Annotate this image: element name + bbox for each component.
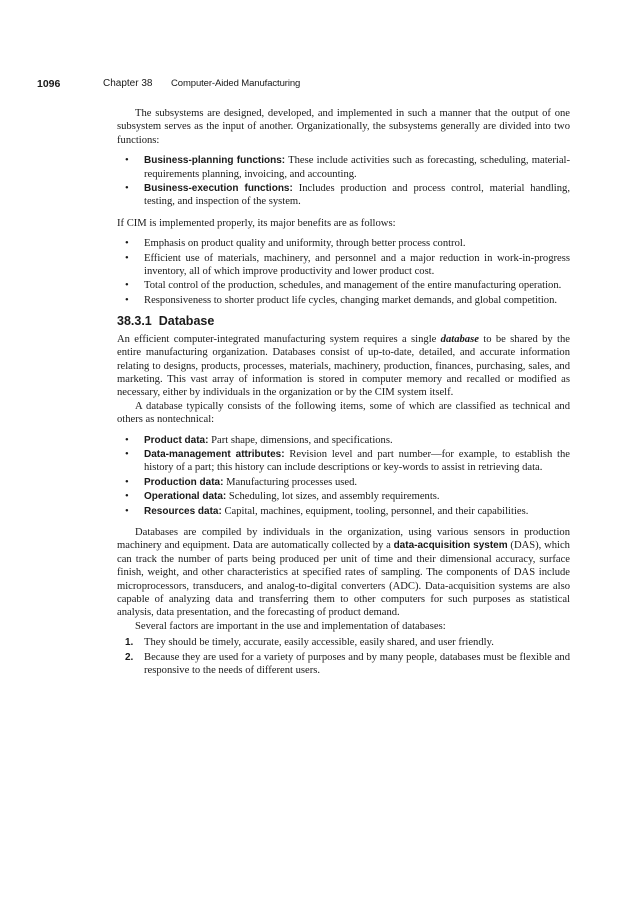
list-text: These include activities such as forecasting, scheduling, material-requirements planning, invoicing, and accounting. bbox=[144, 155, 571, 180]
list-term: Operational data: bbox=[144, 491, 227, 503]
list-term: Resources data: bbox=[144, 505, 222, 517]
section-heading bbox=[117, 315, 570, 328]
text-run: (DAS), which can track the number of parts being produced per unit of time and their dimensional accuracy, surface finish, weight, and other characteristics at specified rates of sampling. The components of DAS include microprocessors, transducers, and analog-to-digital converters (ADC). Data-acquisition systems are also capable of analyzing data and transferring them to other computers for such purposes as statistical analysis, data presentation, and the forecasting of product demand. bbox=[117, 540, 570, 619]
list-item bbox=[125, 476, 570, 489]
paragraph-subsystems: The subsystems are designed, developed, and implemented in such a manner that the output of one subsystem serves as the input of another. Organizationally, the subsystems generally are divided into two functions: bbox=[117, 108, 570, 146]
paragraph-benefits-intro: If CIM is implemented properly, its major benefits are as follows: bbox=[117, 217, 396, 229]
bullet-icon: • bbox=[125, 505, 129, 517]
bullet-icon: • bbox=[125, 448, 129, 460]
emphasized-term: database bbox=[440, 333, 479, 345]
list-text: Because they are used for a variety of purposes and by many people, databases must be flexible and responsive to the needs of different users. bbox=[144, 651, 570, 677]
list-item bbox=[125, 434, 570, 447]
list-text: Manufacturing processes used. bbox=[223, 476, 358, 488]
text-run: to be shared by the entire manufacturing organization. Databases consist of up-to-date, detailed, and accurate information relating to designs, products, processes, materials, machinery, production, finances, purchasing, sales, and marketing. This vast array of information is stored in computer memory and recalled or modified as necessary, either by individuals in the organization or by the CIM system itself. bbox=[117, 333, 570, 399]
list-text: They should be timely, accurate, easily accessible, easily shared, and user friendly. bbox=[144, 637, 494, 649]
list-item bbox=[125, 279, 570, 292]
list-text: Revision level and part number—for example, to establish the history of a part; this history can include descriptions or key-words to assist in retrieving data. bbox=[144, 448, 571, 474]
list-text: Includes production and process control, material handling, testing, and inspection of the system. bbox=[144, 183, 570, 208]
list-term: Business-planning functions: bbox=[144, 155, 286, 167]
list-text: Scheduling, lot sizes, and assembly requirements. bbox=[226, 491, 440, 503]
list-item bbox=[125, 294, 570, 307]
paragraph-factors-intro: Several factors are important in the use and implementation of databases: bbox=[135, 620, 446, 632]
text-run: An efficient computer-integrated manufacturing system requires a single bbox=[117, 333, 441, 345]
bullet-icon: • bbox=[125, 238, 129, 250]
list-number: 1. bbox=[125, 637, 134, 649]
bullet-icon: • bbox=[125, 280, 129, 292]
running-header bbox=[37, 78, 596, 92]
list-term: Business-execution functions: bbox=[144, 183, 293, 195]
list-term: Product data: bbox=[144, 434, 209, 446]
bullet-icon: • bbox=[125, 294, 129, 306]
list-item bbox=[125, 252, 570, 279]
emphasized-term: data-acquisition system bbox=[393, 540, 508, 552]
page-number: 1096 bbox=[37, 78, 61, 90]
list-term: Data-management attributes: bbox=[144, 448, 285, 460]
bullet-icon: • bbox=[125, 434, 129, 446]
functions-list bbox=[117, 154, 570, 209]
list-text: Capital, machines, equipment, tooling, personnel, and their capabilities. bbox=[221, 505, 529, 517]
list-item bbox=[125, 490, 570, 503]
bullet-icon: • bbox=[125, 476, 129, 488]
body-text bbox=[117, 107, 570, 678]
list-item bbox=[125, 182, 570, 209]
list-item bbox=[125, 651, 570, 678]
list-text: Emphasis on product quality and uniformity, through better process control. bbox=[144, 238, 466, 250]
bullet-icon: • bbox=[125, 491, 129, 503]
database-items-list bbox=[117, 434, 570, 518]
paragraph-database bbox=[117, 333, 570, 400]
factors-list bbox=[117, 636, 570, 677]
list-item bbox=[125, 505, 570, 518]
bullet-icon: • bbox=[125, 252, 129, 264]
list-text: Part shape, dimensions, and specifications. bbox=[208, 434, 393, 446]
chapter-title: Computer-Aided Manufacturing bbox=[171, 78, 301, 89]
bullet-icon: • bbox=[125, 183, 129, 195]
text-run: Databases are compiled by individuals in the organization, using various sensors in production machinery and equipment. Data are automatically collected by a bbox=[117, 526, 570, 552]
list-text: Total control of the production, schedules, and management of the entire manufacturing operation. bbox=[144, 280, 562, 292]
chapter-label: Chapter 38 bbox=[103, 78, 153, 89]
paragraph-das bbox=[117, 526, 570, 620]
list-item bbox=[125, 154, 570, 181]
benefits-list bbox=[117, 237, 570, 307]
list-item bbox=[125, 237, 570, 250]
list-text: Efficient use of materials, machinery, and personnel and a major reduction in work-in-progress inventory, all of which improve productivity and lower product cost. bbox=[144, 252, 570, 278]
list-item bbox=[125, 636, 570, 649]
section-title: Database bbox=[158, 314, 215, 329]
paragraph-database-items: A database typically consists of the following items, some of which are classified as technical and others as nontechnical: bbox=[117, 400, 570, 426]
section-number: 38.3.1 bbox=[117, 314, 152, 329]
list-text: Responsiveness to shorter product life cycles, changing market demands, and global competition. bbox=[144, 294, 558, 306]
list-term: Production data: bbox=[144, 476, 224, 488]
bullet-icon: • bbox=[125, 155, 129, 167]
list-item bbox=[125, 448, 570, 475]
list-number: 2. bbox=[125, 651, 134, 663]
